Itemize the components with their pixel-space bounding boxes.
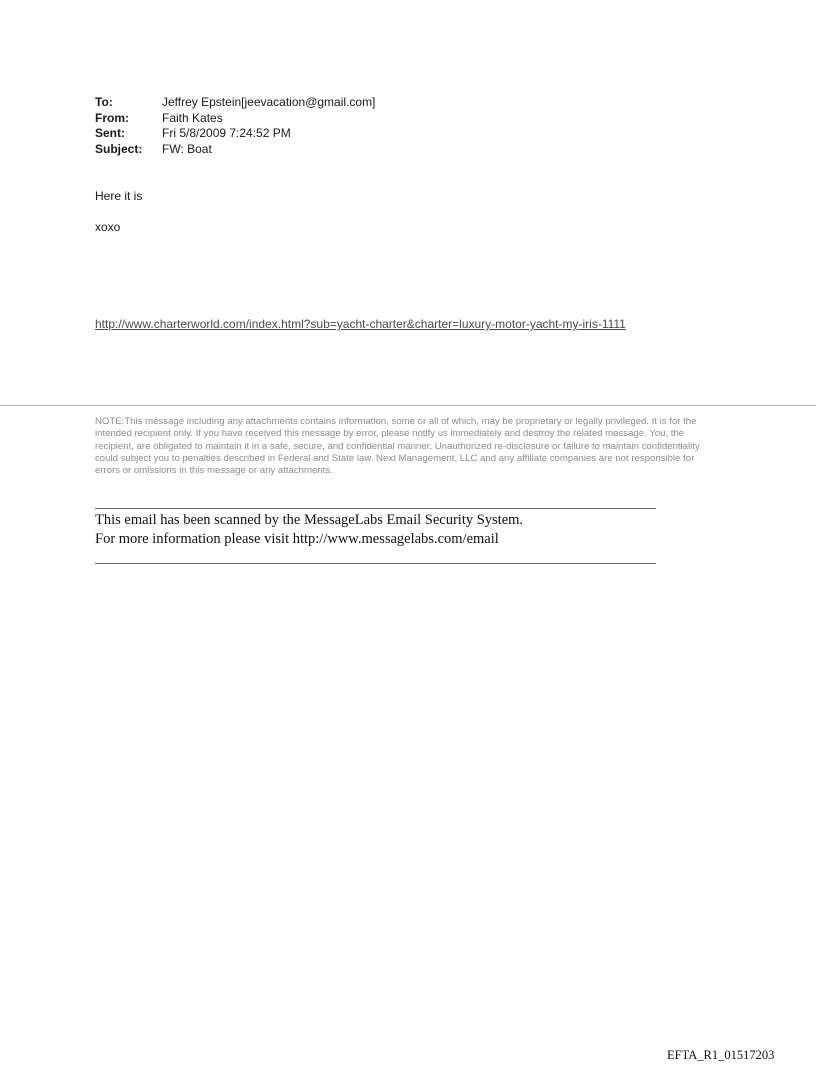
scan-notice-line2: For more information please visit http://www.messagelabs.com/email (95, 530, 499, 547)
email-body-line: Here it is (95, 189, 143, 203)
charterworld-link[interactable]: http://www.charterworld.com/index.html?sub=yacht-charter&charter=luxury-motor-yacht-my-iris-1111 (95, 317, 626, 331)
header-label-sent: Sent: (95, 126, 125, 140)
header-label-from: From: (95, 110, 129, 125)
page-divider (0, 405, 816, 406)
scan-notice (95, 511, 523, 548)
scan-notice-line1: This email has been scanned by the MessageLabs Email Security System. (95, 512, 524, 528)
header-value-sent: Fri 5/8/2009 7:24:52 PM (162, 126, 291, 140)
header-value-from: Faith Kates (162, 110, 223, 125)
document-id: EFTA_R1_01517203 (667, 1048, 775, 1062)
header-value-subject: FW: Boat (162, 141, 212, 156)
header-row-from (95, 111, 375, 127)
legal-disclaimer: NOTE:This message including any attachments contains information, some or all of which, may be proprietary or legally privileged. It is for the intended recipient only. If you have received this message by error, please notify us immediately and destroy the related message. You, the recipient, are obligated to maintain it in a safe, secure, and confidential manner. Unauthorized re-disclosure or failure to maintain confidentiality could subject you to penalties described in Federal and State law. Next Management, LLC and any affiliate companies are not responsible for errors or omissions in this message or any attachments. (95, 416, 700, 477)
scan-notice-divider-bottom (95, 563, 656, 564)
email-header (95, 95, 375, 157)
header-label-subject: Subject: (95, 141, 143, 156)
email-body-signoff: xoxo (95, 220, 121, 234)
header-row-subject (95, 142, 375, 158)
scan-notice-divider-top (95, 508, 656, 509)
header-row-to (95, 95, 375, 111)
header-row-sent (95, 126, 375, 142)
header-value-to: Jeffrey Epstein[jeevacation@gmail.com] (162, 95, 376, 109)
header-label-to: To: (95, 95, 113, 109)
